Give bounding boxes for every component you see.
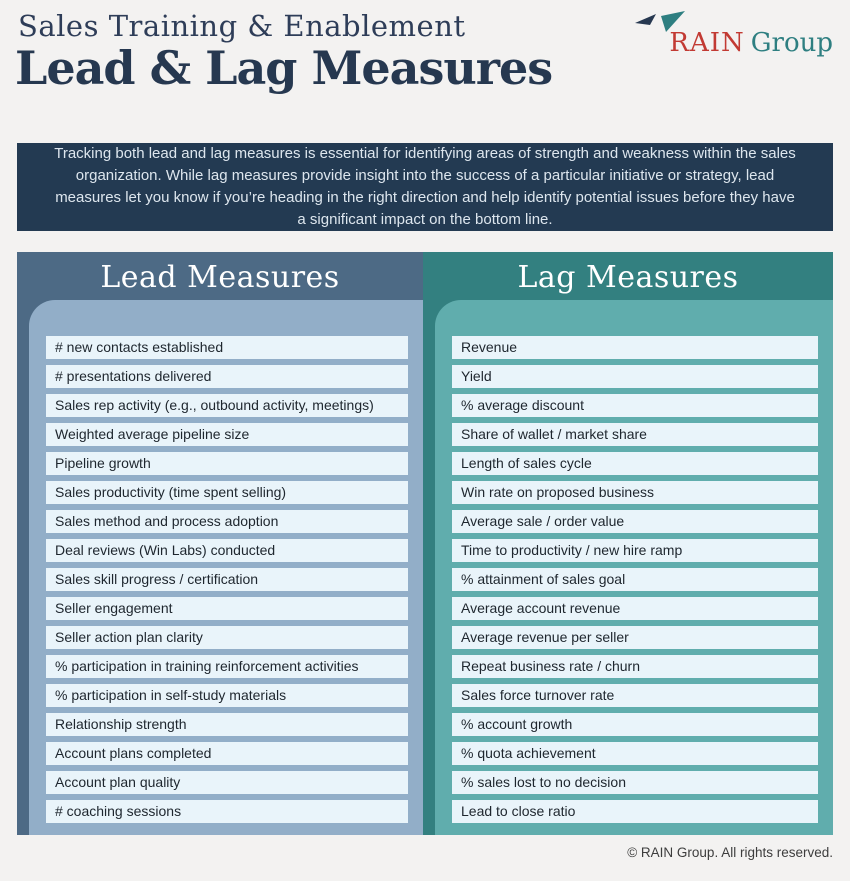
measure-item: Seller engagement <box>46 597 408 620</box>
measure-item: % participation in training reinforcement activities <box>46 655 408 678</box>
measure-item: % account growth <box>452 713 818 736</box>
measure-item: Sales rep activity (e.g., outbound activity, meetings) <box>46 394 408 417</box>
measure-item: % attainment of sales goal <box>452 568 818 591</box>
lead-measures-panel <box>29 300 423 835</box>
measure-item: % participation in self-study materials <box>46 684 408 707</box>
logo-wordmark <box>669 28 833 58</box>
measure-item: Sales method and process adoption <box>46 510 408 533</box>
measure-item: Win rate on proposed business <box>452 481 818 504</box>
measure-item: Average revenue per seller <box>452 626 818 649</box>
measure-item: Share of wallet / market share <box>452 423 818 446</box>
lead-measures-title: Lead Measures <box>100 260 340 295</box>
intro-banner <box>17 143 833 231</box>
copyright-text: © RAIN Group. All rights reserved. <box>627 845 833 860</box>
measure-item: Time to productivity / new hire ramp <box>452 539 818 562</box>
logo-word-group: Group <box>750 28 833 58</box>
page-title: Lead & Lag Measures <box>15 41 553 95</box>
intro-text: Tracking both lead and lag measures is essential for identifying areas of strength and weakness within the sales organization. While lag measures provide insight into the success of a particular initiative or strategy, lead measures let you know if you’re heading in the right direction and help identify potential issues before they have a significant impact on the bottom line. <box>54 145 796 228</box>
measure-item: Sales productivity (time spent selling) <box>46 481 408 504</box>
measure-item: Deal reviews (Win Labs) conducted <box>46 539 408 562</box>
measure-item: Sales force turnover rate <box>452 684 818 707</box>
measure-item: Length of sales cycle <box>452 452 818 475</box>
measure-item: Sales skill progress / certification <box>46 568 408 591</box>
measure-item: Repeat business rate / churn <box>452 655 818 678</box>
measure-item: # coaching sessions <box>46 800 408 823</box>
lag-measures-panel <box>435 300 833 835</box>
measure-item: Weighted average pipeline size <box>46 423 408 446</box>
measure-item: Revenue <box>452 336 818 359</box>
header <box>0 0 850 135</box>
lag-measures-column <box>423 252 833 835</box>
eyebrow-title: Sales Training & Enablement <box>18 9 466 43</box>
lead-measures-column <box>17 252 423 835</box>
measure-item: % average discount <box>452 394 818 417</box>
measure-item: # new contacts established <box>46 336 408 359</box>
measures-columns <box>17 252 833 835</box>
logo-word-rain: RAIN <box>669 28 745 58</box>
measure-item: Account plans completed <box>46 742 408 765</box>
measure-item: % sales lost to no decision <box>452 771 818 794</box>
measure-item: Pipeline growth <box>46 452 408 475</box>
measure-item: Relationship strength <box>46 713 408 736</box>
measure-item: # presentations delivered <box>46 365 408 388</box>
measure-item: Yield <box>452 365 818 388</box>
footer <box>627 845 833 860</box>
lag-measures-title: Lag Measures <box>517 260 739 295</box>
measure-item: % quota achievement <box>452 742 818 765</box>
measure-item: Account plan quality <box>46 771 408 794</box>
measure-item: Lead to close ratio <box>452 800 818 823</box>
measure-item: Average account revenue <box>452 597 818 620</box>
measure-item: Average sale / order value <box>452 510 818 533</box>
rain-group-logo <box>633 8 833 58</box>
measure-item: Seller action plan clarity <box>46 626 408 649</box>
